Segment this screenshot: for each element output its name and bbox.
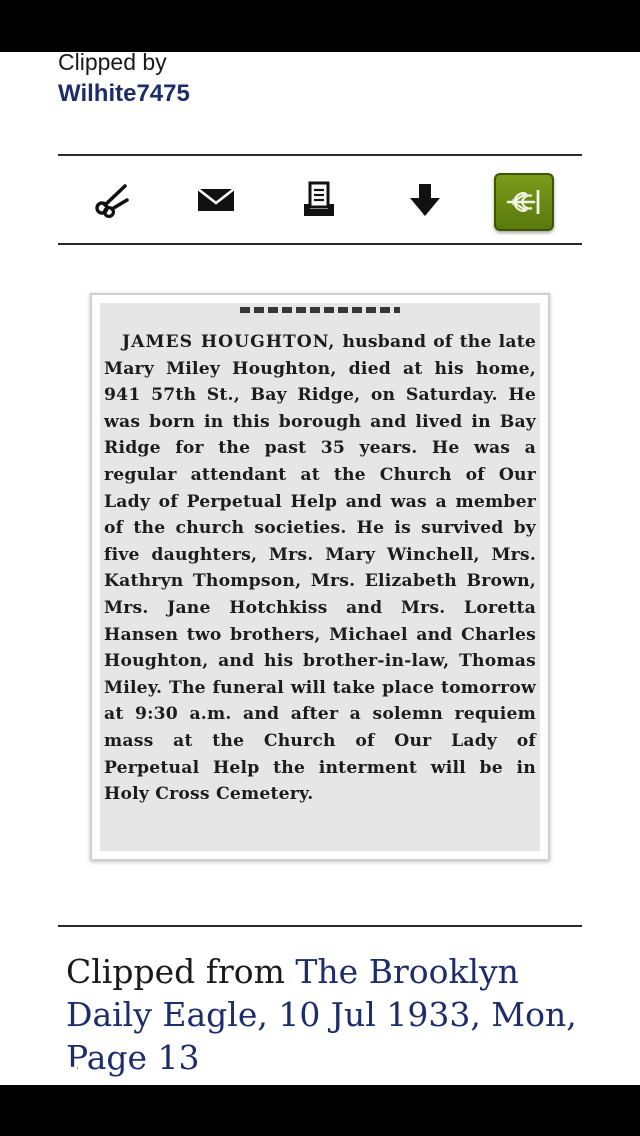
clipping-header-fragment: [240, 307, 400, 313]
clip-button[interactable]: [83, 170, 143, 230]
source-publication-link[interactable]: The Brooklyn Daily Eagle, 10 Jul 1933, Mon, Page 13: [66, 952, 577, 1077]
save-to-tree-icon: [504, 184, 544, 220]
print-icon: [300, 180, 340, 220]
divider: [58, 154, 582, 156]
deceased-name: JAMES HOUGHTON,: [122, 332, 336, 352]
save-to-tree-button[interactable]: [494, 173, 554, 231]
newspaper-clipping-image: [100, 303, 540, 851]
divider: [58, 925, 582, 927]
newspaper-clipping-frame[interactable]: [90, 293, 550, 861]
print-button[interactable]: [290, 170, 350, 230]
clipped-by-block: [58, 46, 190, 110]
source-citation: [66, 950, 586, 1079]
scissors-icon: [93, 180, 133, 220]
divider: [58, 243, 582, 245]
download-icon: [406, 180, 446, 220]
clip-toolbar: [58, 160, 582, 240]
status-bar: [0, 0, 640, 52]
obituary-body: husband of the late Mary Miley Houghton, died at his home, 941 57th St., Bay Ridge, on Saturday. He was born in this borough and lived in Bay Ridge for the past 35 years. He was a regular attendant at the Church of Our Lady of Perpetual Help and was a member of the church societies. He is survived by five daughters, Mrs. Mary Winchell, Mrs. Kathryn Thompson, Mrs. Elizabeth Brown, Mrs. Jane Hotchkiss and Mrs. Loretta Hansen two brothers, Michael and Charles Houghton, and his brother-in-law, Thomas Miley. The funeral will take place tomorrow at 9:30 a.m. and after a solemn requiem mass at the Church of Our Lady of Perpetual Help the interment will be in Holy Cross Cemetery.: [104, 332, 537, 805]
email-icon: [196, 185, 236, 215]
clipped-by-label: Clipped by: [58, 49, 167, 75]
clipped-by-user-link[interactable]: Wilhite7475: [58, 80, 190, 107]
download-button[interactable]: [396, 170, 456, 230]
clipping-text: [104, 329, 536, 808]
source-prefix: Clipped from: [66, 952, 285, 991]
email-button[interactable]: [186, 170, 246, 230]
bottom-bar: [0, 1085, 640, 1136]
